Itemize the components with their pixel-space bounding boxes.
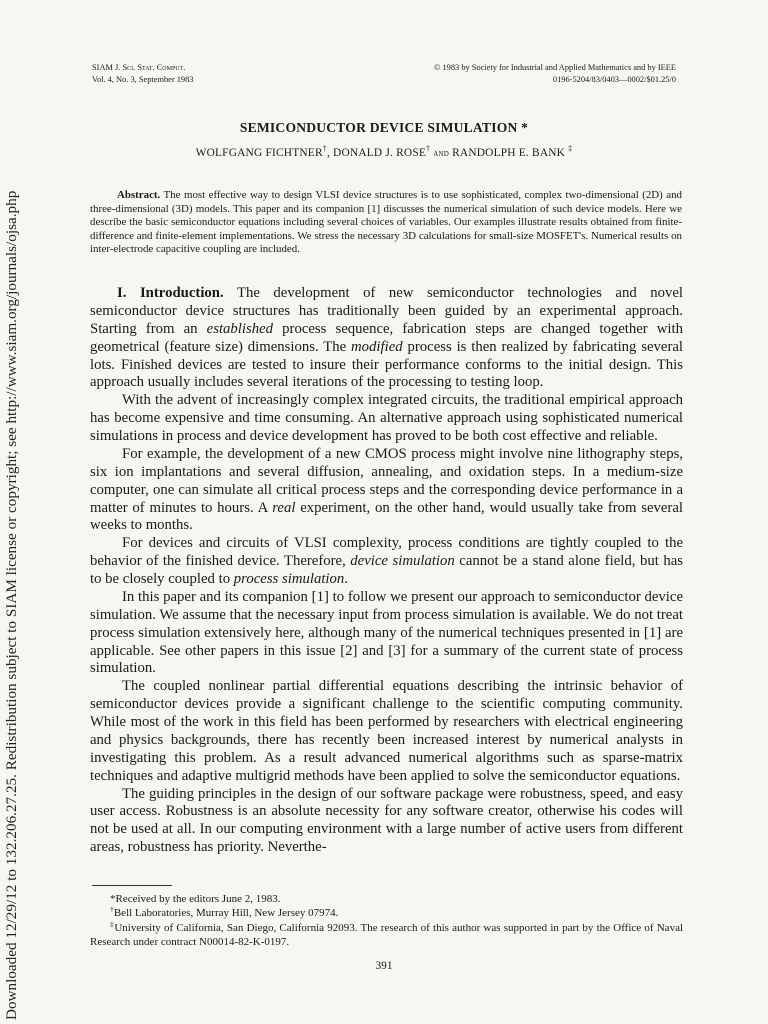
paragraph-4	[90, 535, 683, 589]
author-line: WOLFGANG FICHTNER†, DONALD J. ROSE† and RANDOLPH E. BANK ‡	[195, 144, 573, 159]
footnote-3	[90, 918, 684, 950]
page-number: 391	[375, 960, 393, 972]
p1-text-b: process sequence, fabrication steps are changed together with geometrical (feature size) dimensions. The	[90, 320, 684, 355]
author-conjunction: and	[433, 148, 450, 159]
footnote-2-mark: †	[110, 904, 114, 914]
section-heading: I. Introduction.	[117, 285, 224, 301]
footnotes	[90, 892, 683, 949]
footnote-3-mark: ‡	[110, 918, 115, 928]
p1-emphasis-1: established	[206, 320, 274, 337]
p3-emphasis: real	[272, 499, 296, 516]
p1-text-a: The development of new semiconductor technologies and novel semiconductor device structures has traditionally been guided by an experimental approach. Starting from an	[90, 285, 684, 337]
paper-title-text: SEMICONDUCTOR DEVICE SIMULATION	[239, 120, 518, 135]
copyright-line: © 1983 by Society for Industrial and Applied Mathematics and by IEEE	[434, 63, 676, 72]
copyright-header	[434, 62, 676, 86]
author-2-mark: †	[426, 144, 431, 154]
author-1: WOLFGANG FICHTNER	[195, 147, 323, 159]
paragraph-3	[90, 446, 683, 535]
article-code: 0196-5204/83/0403—0002/$01.25/0	[552, 75, 676, 84]
p3-text-a: For example, the development of a new CMOS process might involve nine lithography steps, six ion implantations and several diffusion, annealing, and oxidation steps. In a medium-size computer, one can simulate all critical process steps and the corresponding device performance in a matter of minutes to hours. A	[90, 445, 683, 516]
p4-emphasis-2: process simulation	[233, 571, 345, 587]
paragraph-2: With the advent of increasingly complex integrated circuits, the traditional empirical approach has become expensive and time consuming. An alternative approach using sophisticated numerical simulations in process and device development has proved to be both cost effective and reliable.	[90, 392, 683, 444]
abstract	[90, 189, 682, 257]
abstract-label: Abstract.	[117, 189, 161, 201]
abstract-text: The most effective way to design VLSI device structures is to use sophisticated, complex two-dimensional (2D) and three-dimensional (3D) models. This paper and its companion [1] discusses the numerical simulation of such device models. Here we describe the basic semiconductor equations including several choices of variables. Our examples illustrate results obtained from finite-difference and finite-element implementations. We stress the necessary 3D calculations for small-size MOSFET's. Numerical results on inter-electrode capacitive coupling are included.	[90, 189, 682, 256]
footnote-2	[90, 906, 683, 920]
author-2: DONALD J. ROSE	[333, 147, 427, 159]
body-text	[90, 285, 683, 857]
journal-name: SIAM J. Sci. Stat. Comput.	[92, 63, 186, 72]
download-notice-sidebar: Downloaded 12/29/12 to 132.206.27.25. Redistribution subject to SIAM license or copyright; see http://www.siam.org/journals/ojsa.php	[3, 190, 20, 1020]
footnote-2-text: Bell Laboratories, Murray Hill, New Jersey 07974.	[113, 907, 339, 920]
p4-emphasis-1: device simulation	[350, 553, 455, 570]
footnote-1	[90, 892, 683, 906]
p1-text-c: process is then realized by fabricating several lots. Finished devices are tested to insure their performance conforms to the initial design. This approach usually includes several iterations of the processing to testing loop.	[90, 338, 684, 391]
footnote-1-text: Received by the editors June 2, 1983.	[115, 893, 281, 905]
footnote-3-text: University of California, San Diego, California 92093. The research of this author was supported in part by the Office of Naval Research under contract N00014-82-K-0197.	[90, 921, 684, 948]
p1-emphasis-2: modified	[351, 338, 403, 355]
journal-volume: Vol. 4, No. 3, September 1983	[92, 75, 194, 84]
footnote-1-mark: *	[110, 893, 116, 905]
footnote-divider	[92, 885, 172, 886]
p4-text-a: For devices and circuits of VLSI complexity, process conditions are tightly coupled to the behavior of the finished device. Therefore,	[90, 535, 683, 570]
author-3: RANDOLPH E. BANK	[452, 147, 566, 159]
author-3-mark: ‡	[568, 144, 573, 154]
p3-text-b: experiment, on the other hand, would usually take from several weeks to months.	[90, 499, 683, 534]
p4-text-b: cannot be a stand alone field, but has to be closely coupled to	[90, 553, 684, 587]
paper-title	[0, 120, 768, 136]
paragraph-1	[90, 285, 683, 392]
paragraph-7: The guiding principles in the design of our software package were robustness, speed, and easy user access. Robustness is an absolute necessity for any software creator, otherwise his codes will not be used at all. In our computing environment with a large number of active users from different areas, robustness has priority. Neverthe-	[90, 785, 683, 856]
paragraph-6: The coupled nonlinear partial differential equations describing the intrinsic behavior of semiconductor devices provide a significant challenge to the scientific computing community. While most of the work in this field has been performed by researchers with electrical engineering and physics backgrounds, there has recently been increased interest by numerical analysts in investigating this problem. As a result advanced numerical algorithms such as sparse-matrix techniques and adaptive multigrid methods have been applied to solve the semiconductor equations.	[90, 678, 683, 784]
author-1-mark: †	[322, 144, 327, 154]
journal-header	[92, 62, 194, 86]
title-footnote-mark: *	[521, 120, 529, 135]
paragraph-5: In this paper and its companion [1] to follow we present our approach to semiconductor device simulation. We assume that the necessary input from process simulation is available. We do not treat process simulation extensively here, although many of the numerical techniques presented in [1] are applicable. See other papers in this issue [2] and [3] for a summary of the current state of process simulation.	[90, 588, 683, 677]
p4-text-c: .	[344, 571, 348, 587]
